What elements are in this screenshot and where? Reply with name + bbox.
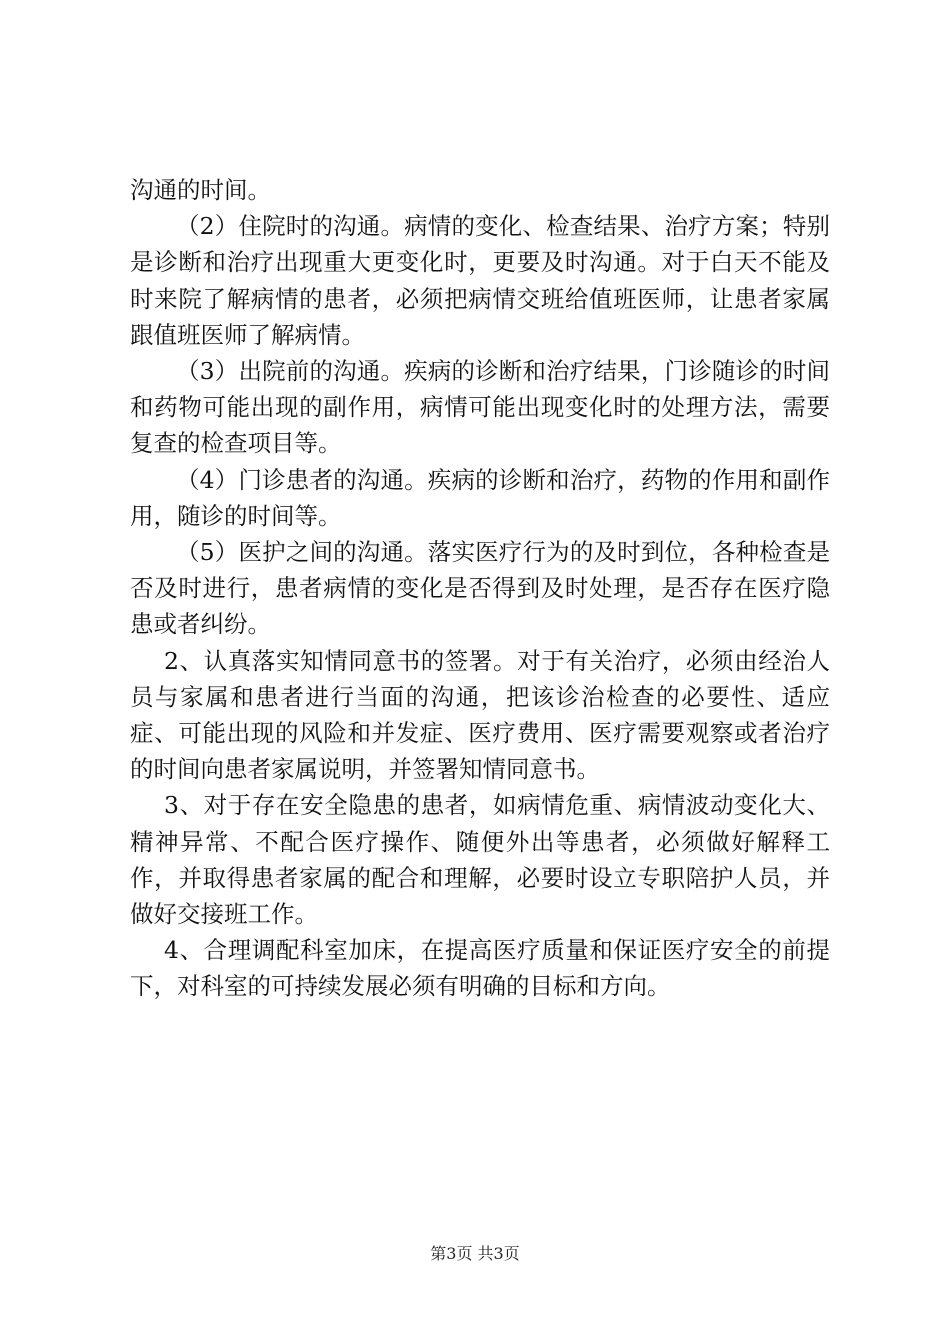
paragraph-inpatient-communication: （2）住院时的沟通。病情的变化、检查结果、治疗方案；特别是诊断和治疗出现重大更变化时，更要及时沟通。对于白天不能及时来院了解病情的患者，必须把病情交班给值班医师，让患者家属跟值班医师了解病情。 bbox=[130, 212, 830, 349]
paragraph-bed-allocation: 4、合理调配科室加床，在提高医疗质量和保证医疗安全的前提下，对科室的可持续发展必须有明确的目标和方向。 bbox=[130, 936, 830, 1001]
paragraph-medical-nursing-communication: （5）医护之间的沟通。落实医疗行为的及时到位，各种检查是否及时进行，患者病情的变化是否得到及时处理，是否存在医疗隐患或者纠纷。 bbox=[130, 538, 830, 639]
paragraph-informed-consent: 2、认真落实知情同意书的签署。对于有关治疗，必须由经治人员与家属和患者进行当面的沟通，把该诊治检查的必要性、适应症、可能出现的风险和并发症、医疗费用、医疗需要观察或者治疗的时间向患者家属说明，并签署知情同意书。 bbox=[130, 646, 830, 784]
paragraph-outpatient-communication: （4）门诊患者的沟通。疾病的诊断和治疗，药物的作用和副作用，随诊的时间等。 bbox=[130, 465, 830, 530]
paragraph-safety-risk-patients: 3、对于存在安全隐患的患者，如病情危重、病情波动变化大、精神异常、不配合医疗操作、随便外出等患者，必须做好解释工作，并取得患者家属的配合和理解，必要时设立专职陪护人员，并做好交接班工作。 bbox=[130, 791, 830, 929]
paragraph-continuation: 沟通的时间。 bbox=[130, 176, 271, 204]
document-body bbox=[130, 172, 830, 1005]
page-number: 第3页 共3页 bbox=[430, 1244, 520, 1263]
paragraph-discharge-communication: （3）出院前的沟通。疾病的诊断和治疗结果，门诊随诊的时间和药物可能出现的副作用，病情可能出现变化时的处理方法，需要复查的检查项目等。 bbox=[130, 357, 830, 458]
